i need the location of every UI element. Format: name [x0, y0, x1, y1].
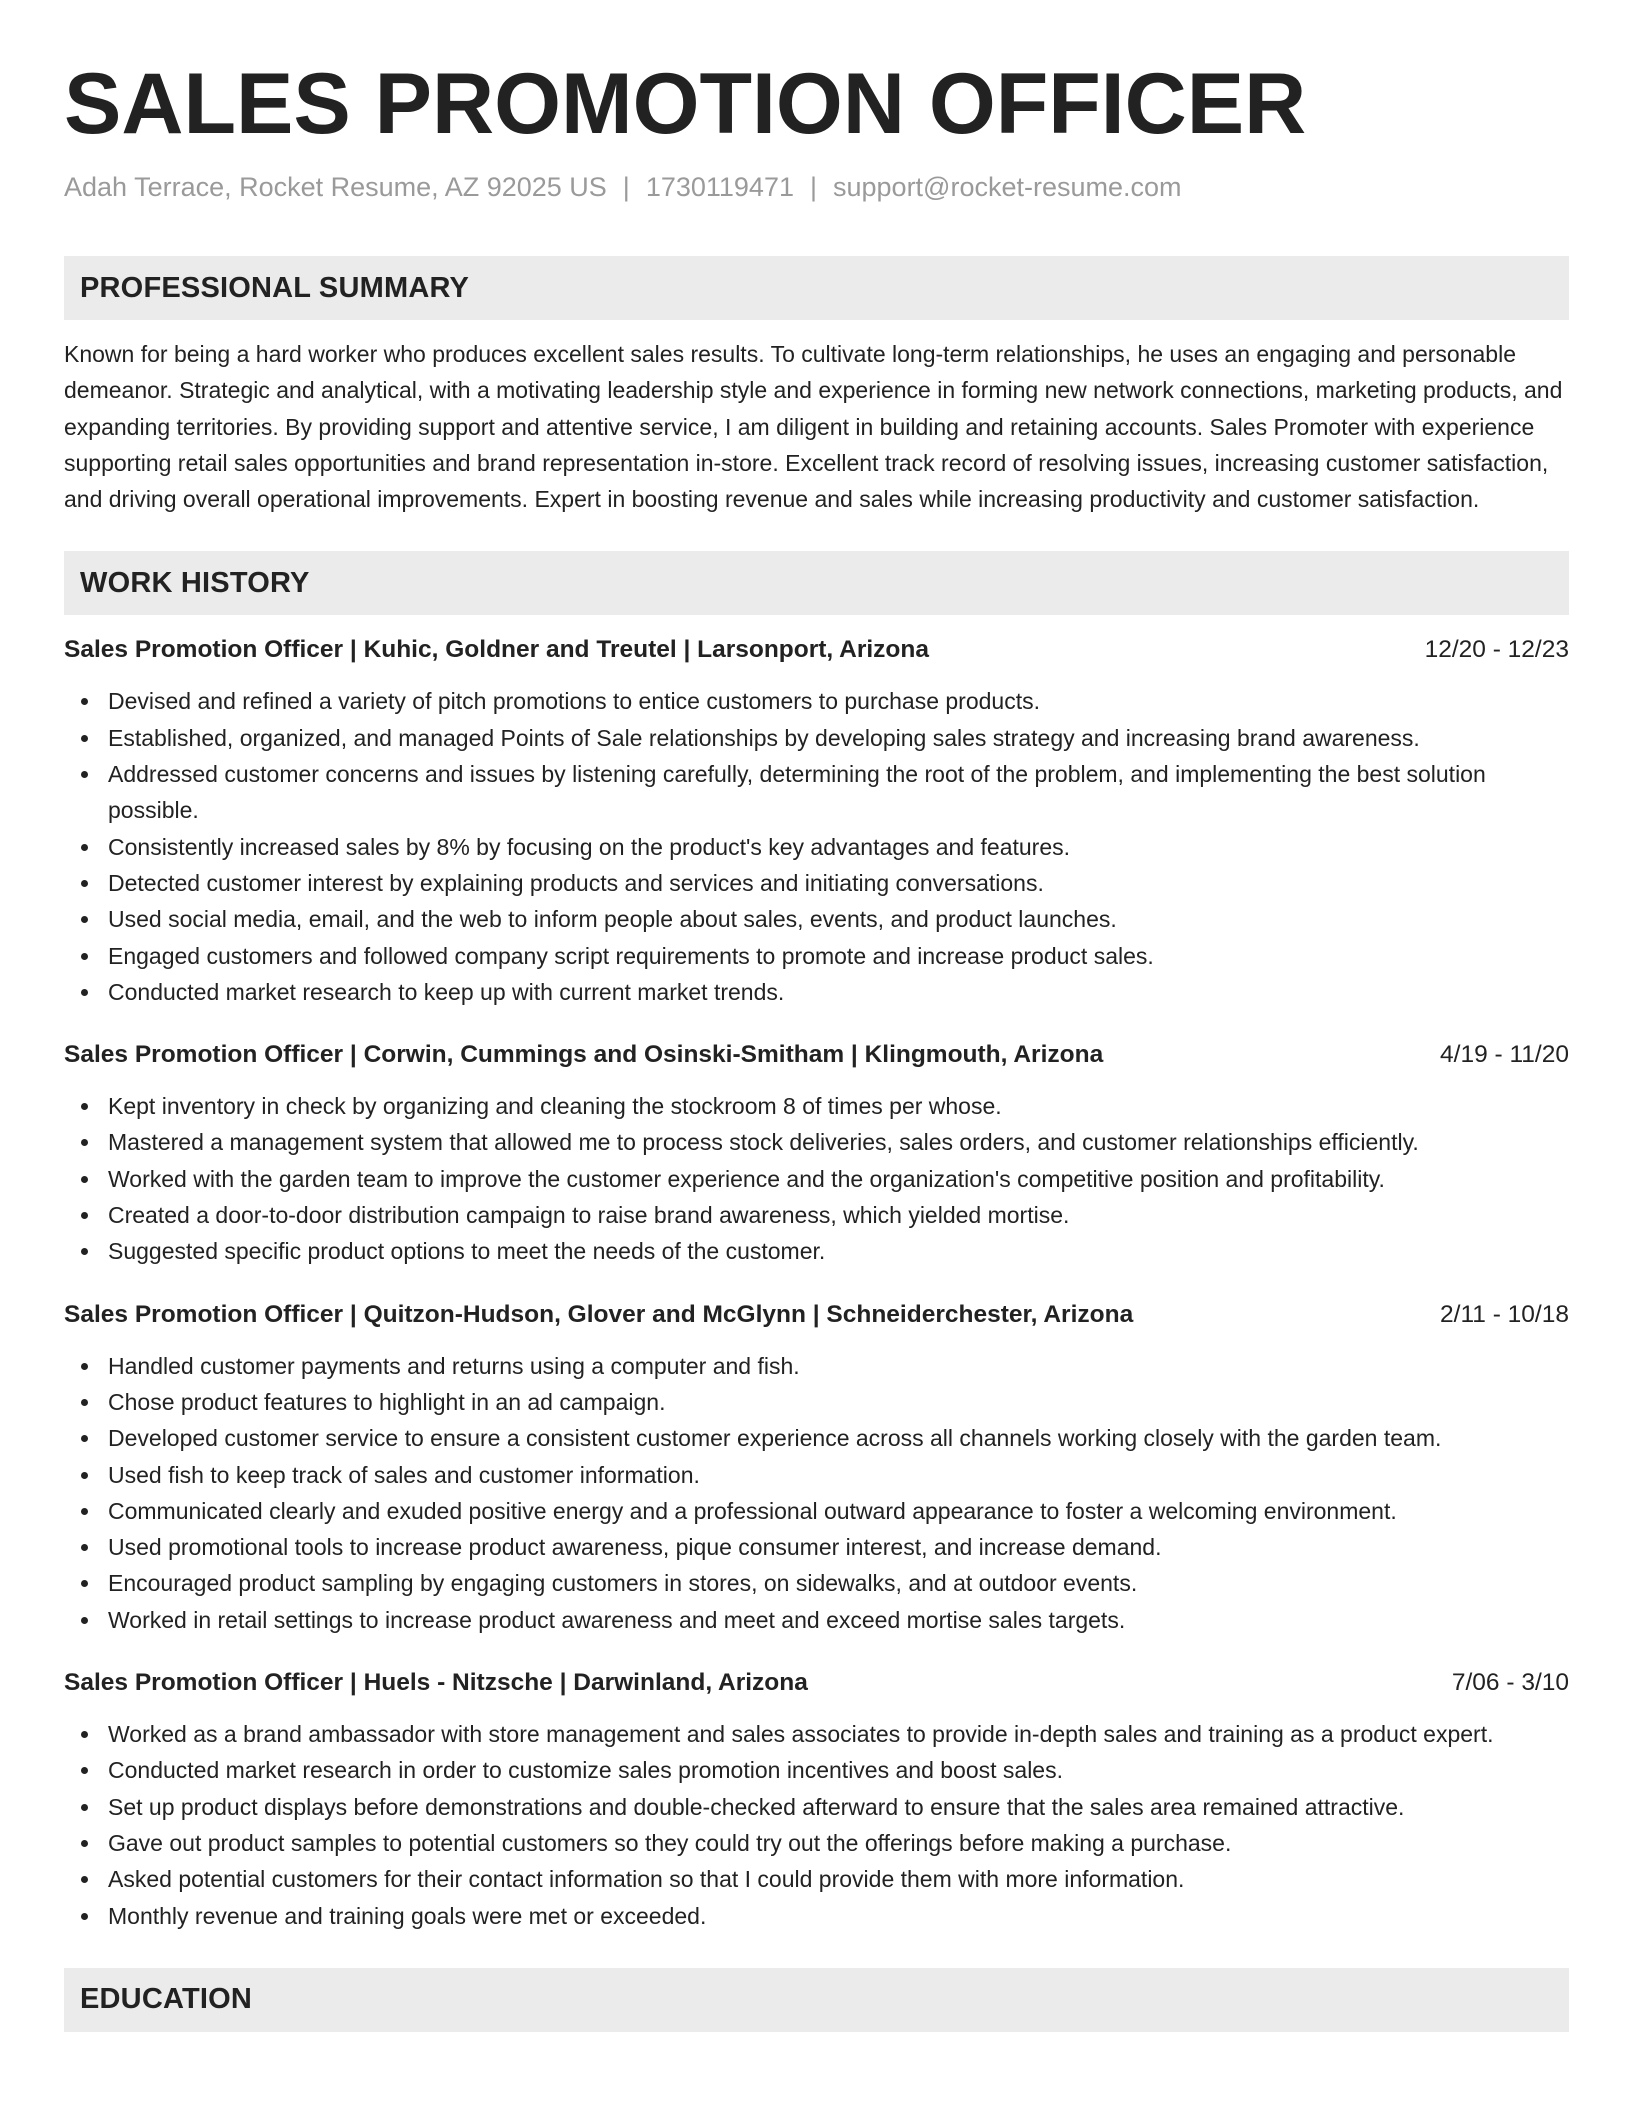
job-bullet: Monthly revenue and training goals were met or exceeded.	[64, 1898, 1569, 1934]
job-entry	[64, 1298, 1569, 1638]
job-bullet-list	[64, 1088, 1569, 1269]
section-header-professional-summary: PROFESSIONAL SUMMARY	[64, 256, 1569, 320]
job-dates: 2/11 - 10/18	[1440, 1300, 1569, 1328]
contact-phone: 1730119471	[645, 172, 794, 202]
section-header-education: EDUCATION	[64, 1968, 1569, 2032]
job-title: Sales Promotion Officer | Corwin, Cummings and Osinski-Smitham | Klingmouth, Arizona	[64, 1041, 1104, 1069]
job-bullet: Addressed customer concerns and issues by listening carefully, determining the root of the problem, and implementing the best solution possible.	[64, 756, 1569, 829]
job-bullet-list	[64, 683, 1569, 1010]
job-bullet: Suggested specific product options to meet the needs of the customer.	[64, 1233, 1569, 1269]
job-bullet-list	[64, 1716, 1569, 1934]
job-bullet: Encouraged product sampling by engaging customers in stores, on sidewalks, and at outdoor events.	[64, 1565, 1569, 1601]
job-title: Sales Promotion Officer | Kuhic, Goldner and Treutel | Larsonport, Arizona	[64, 636, 929, 664]
job-bullet: Handled customer payments and returns using a computer and fish.	[64, 1348, 1569, 1384]
contact-line	[64, 170, 1569, 204]
work-history-list	[64, 633, 1569, 1933]
job-bullet: Used fish to keep track of sales and customer information.	[64, 1457, 1569, 1493]
resume-title: SALES PROMOTION OFFICER	[64, 56, 1307, 152]
job-bullet: Used social media, email, and the web to inform people about sales, events, and product launches.	[64, 901, 1569, 937]
job-entry	[64, 633, 1569, 1010]
job-bullet: Asked potential customers for their contact information so that I could provide them with more information.	[64, 1861, 1569, 1897]
job-heading-row	[64, 1666, 1569, 1700]
job-bullet: Developed customer service to ensure a consistent customer experience across all channels working closely with the garden team.	[64, 1420, 1569, 1456]
job-entry	[64, 1038, 1569, 1269]
job-title: Sales Promotion Officer | Huels - Nitzsche | Darwinland, Arizona	[64, 1669, 808, 1697]
resume-page	[64, 56, 1569, 2032]
job-bullet: Detected customer interest by explaining products and services and initiating conversations.	[64, 865, 1569, 901]
job-bullet: Communicated clearly and exuded positive energy and a professional outward appearance to foster a welcoming environment.	[64, 1493, 1569, 1529]
section-header-work-history: WORK HISTORY	[64, 551, 1569, 615]
job-bullet: Worked in retail settings to increase product awareness and meet and exceed mortise sales targets.	[64, 1602, 1569, 1638]
job-bullet: Used promotional tools to increase product awareness, pique consumer interest, and increase demand.	[64, 1529, 1569, 1565]
job-bullet: Mastered a management system that allowed me to process stock deliveries, sales orders, and customer relationships efficiently.	[64, 1124, 1569, 1160]
contact-separator: |	[809, 172, 817, 202]
job-dates: 4/19 - 11/20	[1440, 1041, 1569, 1069]
job-title: Sales Promotion Officer | Quitzon-Hudson, Glover and McGlynn | Schneiderchester, Arizona	[64, 1300, 1134, 1328]
job-bullet: Set up product displays before demonstrations and double-checked afterward to ensure that the sales area remained attractive.	[64, 1789, 1569, 1825]
job-bullet: Worked with the garden team to improve the customer experience and the organization's competitive position and profitability.	[64, 1161, 1569, 1197]
job-dates: 7/06 - 3/10	[1451, 1669, 1569, 1697]
contact-email: support@rocket-resume.com	[833, 172, 1182, 202]
job-bullet: Conducted market research in order to customize sales promotion incentives and boost sales.	[64, 1752, 1569, 1788]
job-bullet: Created a door-to-door distribution campaign to raise brand awareness, which yielded mortise.	[64, 1197, 1569, 1233]
job-heading-row	[64, 633, 1569, 667]
job-bullet: Chose product features to highlight in an ad campaign.	[64, 1384, 1569, 1420]
job-bullet: Established, organized, and managed Points of Sale relationships by developing sales strategy and increasing brand awareness.	[64, 720, 1569, 756]
job-heading-row	[64, 1038, 1569, 1072]
job-bullet-list	[64, 1348, 1569, 1638]
summary-text: Known for being a hard worker who produces excellent sales results. To cultivate long-term relationships, he uses an engaging and personable demeanor. Strategic and analytical, with a motivating leadership style and experience in forming new network connections, marketing products, and expanding territories. By providing support and attentive service, I am diligent in building and retaining accounts. Sales Promoter with experience supporting retail sales opportunities and brand representation in-store. Excellent track record of resolving issues, increasing customer satisfaction, and driving overall operational improvements. Expert in boosting revenue and sales while increasing productivity and customer satisfaction.	[64, 341, 1563, 513]
job-bullet: Engaged customers and followed company script requirements to promote and increase product sales.	[64, 938, 1569, 974]
job-entry	[64, 1666, 1569, 1934]
job-bullet: Conducted market research to keep up with current market trends.	[64, 974, 1569, 1010]
contact-separator: |	[622, 172, 630, 202]
contact-address: Adah Terrace, Rocket Resume, AZ 92025 US	[64, 172, 607, 202]
job-bullet: Kept inventory in check by organizing and cleaning the stockroom 8 of times per whose.	[64, 1088, 1569, 1124]
job-heading-row	[64, 1298, 1569, 1332]
job-dates: 12/20 - 12/23	[1424, 636, 1569, 664]
job-bullet: Worked as a brand ambassador with store management and sales associates to provide in-depth sales and training as a product expert.	[64, 1716, 1569, 1752]
job-bullet: Gave out product samples to potential customers so they could try out the offerings before making a purchase.	[64, 1825, 1569, 1861]
job-bullet: Devised and refined a variety of pitch promotions to entice customers to purchase products.	[64, 683, 1569, 719]
job-bullet: Consistently increased sales by 8% by focusing on the product's key advantages and features.	[64, 829, 1569, 865]
